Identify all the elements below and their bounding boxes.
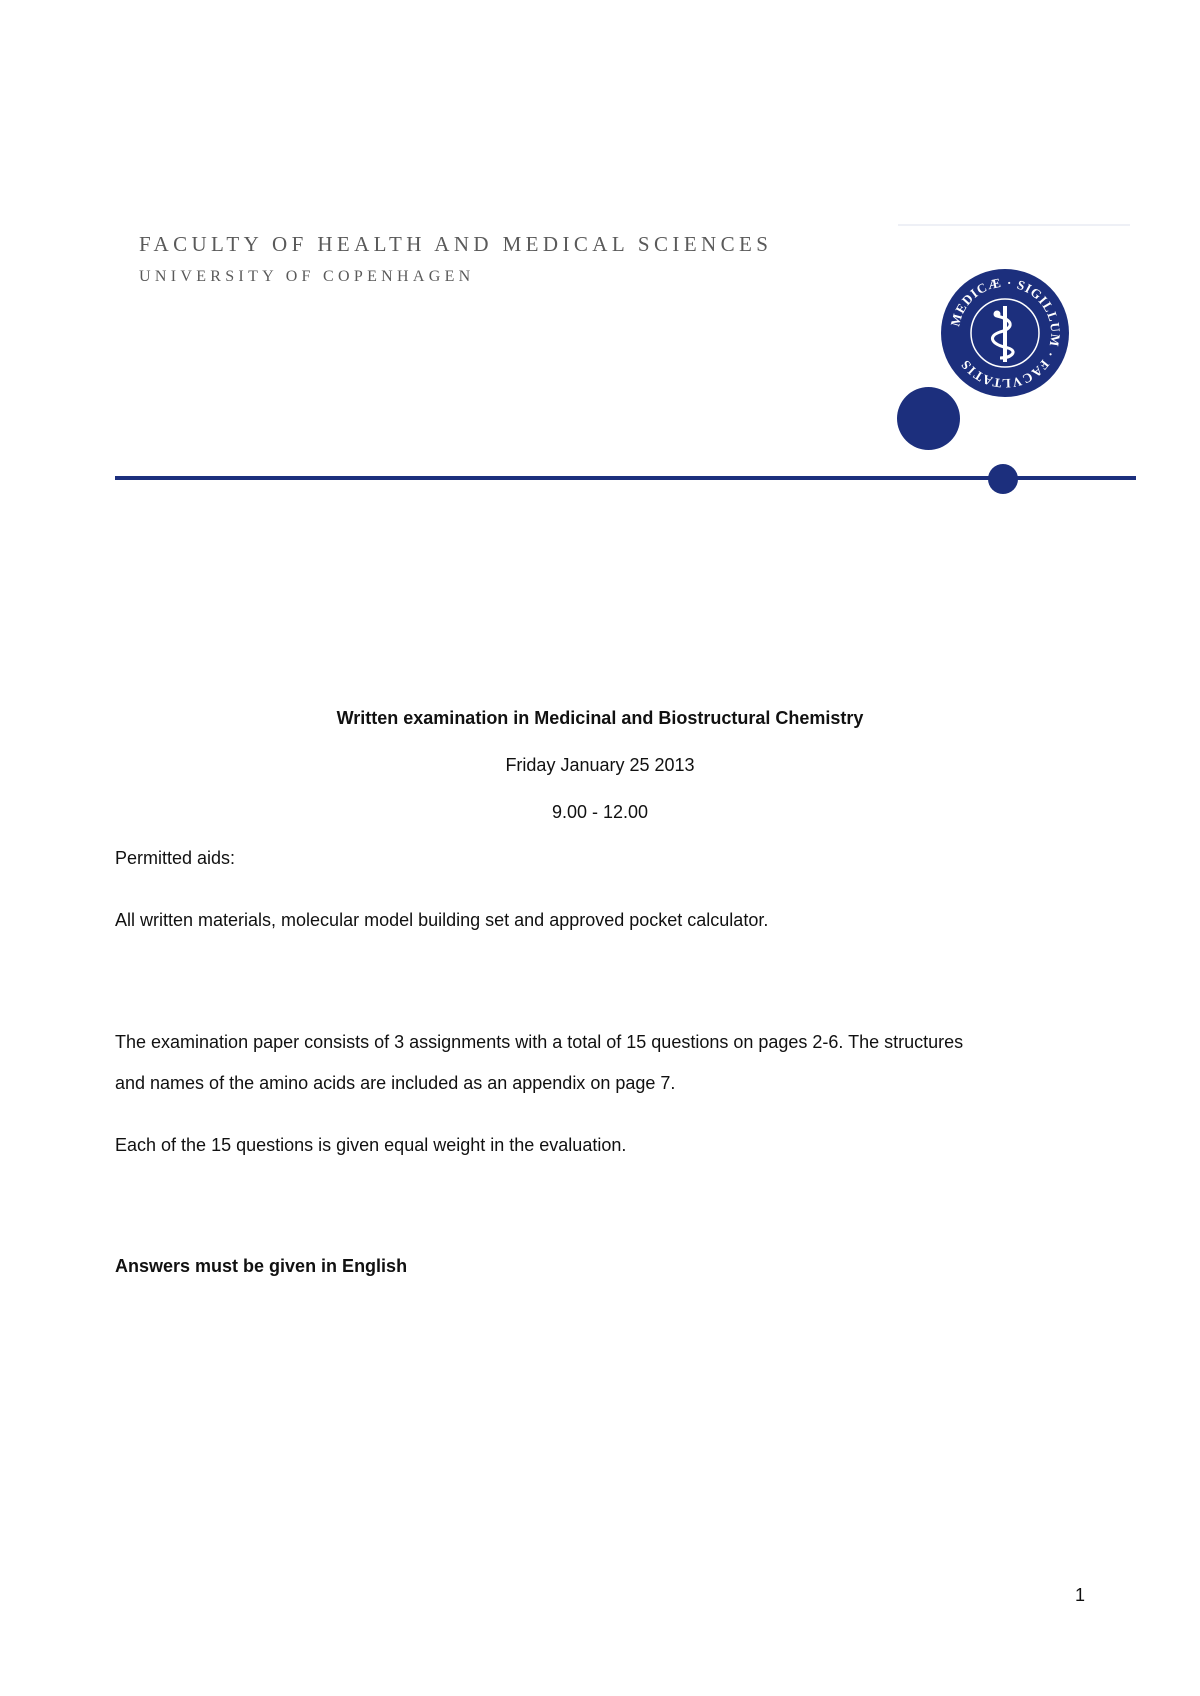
faculty-name: FACULTY OF HEALTH AND MEDICAL SCIENCES bbox=[139, 232, 773, 256]
header-faint-line bbox=[898, 224, 1130, 226]
exam-date: Friday January 25 2013 bbox=[505, 755, 695, 775]
svg-text:MEDICÆ · SIGILLUM · FACVLTATIS: MEDICÆ · SIGILLUM · FACVLTATIS bbox=[947, 274, 1064, 392]
permitted-aids-label: Permitted aids: bbox=[115, 848, 236, 868]
permitted-aids-text: All written materials, molecular model building set and approved pocket calculator. bbox=[115, 910, 769, 930]
page-number: 1 bbox=[1075, 1585, 1086, 1605]
exam-title: Written examination in Medicinal and Biostructural Chemistry bbox=[336, 708, 864, 728]
decorative-rule-dot bbox=[988, 464, 1018, 494]
university-name: UNIVERSITY OF COPENHAGEN bbox=[139, 268, 475, 285]
header-rule bbox=[115, 476, 1136, 480]
description-line-2: and names of the amino acids are included as an appendix on page 7. bbox=[115, 1073, 676, 1093]
description-line-1: The examination paper consists of 3 assignments with a total of 15 questions on pages 2-6. The structures bbox=[115, 1032, 964, 1052]
weighting-text: Each of the 15 questions is given equal weight in the evaluation. bbox=[115, 1135, 627, 1155]
exam-time: 9.00 - 12.00 bbox=[551, 802, 649, 822]
language-note: Answers must be given in English bbox=[115, 1256, 408, 1276]
decorative-large-dot bbox=[897, 387, 960, 450]
university-seal-logo bbox=[940, 268, 1070, 398]
